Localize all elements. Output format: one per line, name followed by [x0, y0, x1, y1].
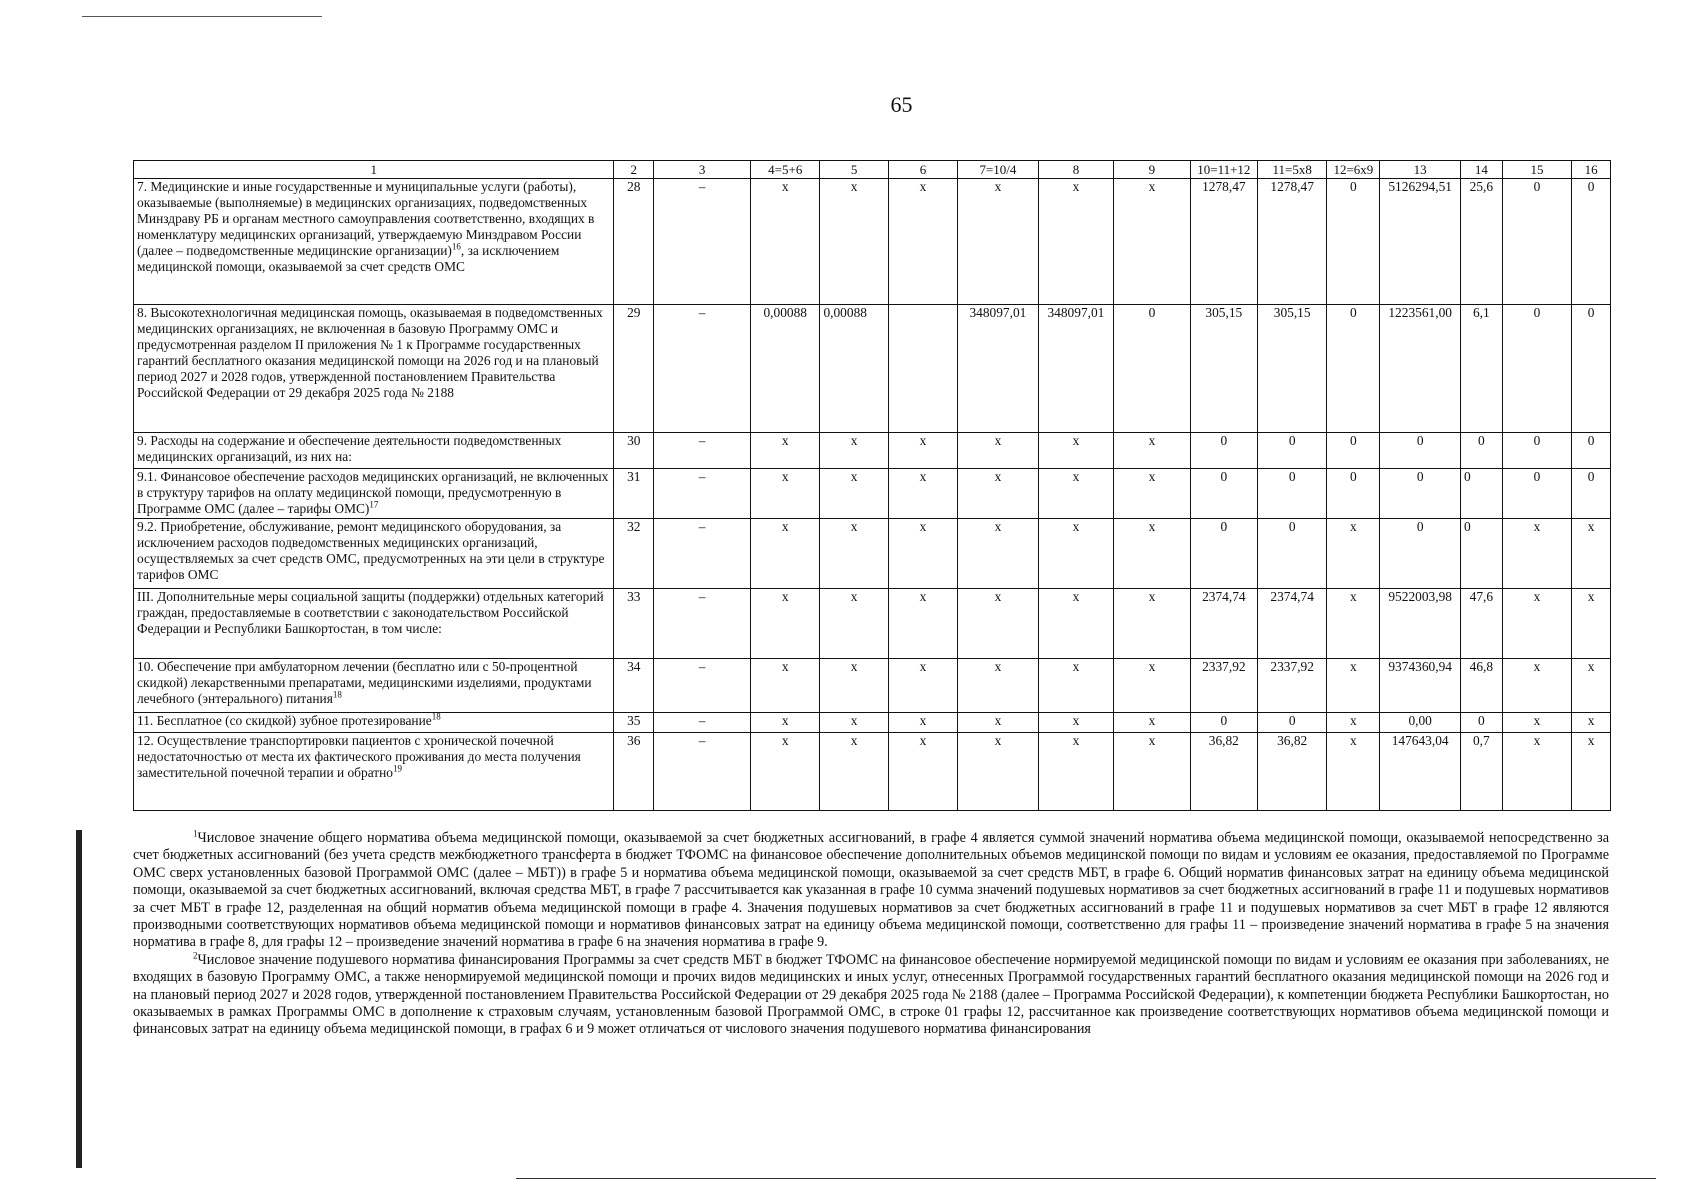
table-cell: x	[958, 733, 1039, 811]
column-header: 16	[1572, 161, 1611, 179]
table-cell: –	[654, 519, 751, 589]
table-cell: x	[1572, 659, 1611, 713]
table-cell: 0	[1502, 305, 1571, 433]
table-cell: x	[958, 519, 1039, 589]
row-description: 8. Высокотехнологичная медицинская помощь, оказываемая в подведомственных медицинских организациях, не включенная в базовую Программу ОМС и предусмотренная разделом II приложения № 1 к Программе государственных гарантий бесплатного оказания медицинской помощи на 2026 год и на плановый период 2027 и 2028 годов, утвержденной постановлением Правительства Российской Федерации от 29 декабря 2025 года № 2188	[134, 305, 614, 433]
table-cell: x	[1572, 519, 1611, 589]
table-cell: x	[1327, 713, 1380, 733]
table-cell: 36,82	[1257, 733, 1326, 811]
table-cell: 0	[1380, 519, 1461, 589]
row-description: 10. Обеспечение при амбулаторном лечении (бесплатно или с 50-процентной скидкой) лекарственными препаратами, медицинскими изделиями, продуктами лечебного (энтерального) питания$^{18}$	[134, 659, 614, 713]
column-header: 4=5+6	[751, 161, 820, 179]
column-number-row	[134, 161, 1611, 179]
table-cell: 305,15	[1190, 305, 1257, 433]
norms-table	[133, 160, 1611, 811]
table-cell: 6,1	[1460, 305, 1502, 433]
table-cell: 0	[1380, 433, 1461, 469]
page-number: 65	[890, 92, 913, 117]
table-cell: x	[888, 713, 957, 733]
table-cell: x	[820, 589, 888, 659]
table-cell: 305,15	[1257, 305, 1326, 433]
table-cell: 0	[1327, 433, 1380, 469]
table-cell: x	[958, 433, 1039, 469]
table-cell: x	[1502, 589, 1571, 659]
table-cell: x	[751, 589, 820, 659]
table-cell: x	[751, 469, 820, 519]
table-cell: 0	[1460, 713, 1502, 733]
table-cell: x	[820, 469, 888, 519]
table-cell: 1278,47	[1257, 179, 1326, 305]
table-cell: 147643,04	[1380, 733, 1461, 811]
table-cell: 0	[1572, 469, 1611, 519]
column-header: 1	[134, 161, 614, 179]
table-cell: x	[820, 179, 888, 305]
table-cell: 31	[614, 469, 654, 519]
table-cell: x	[888, 469, 957, 519]
table-cell: x	[1038, 659, 1113, 713]
column-header: 14	[1460, 161, 1502, 179]
table-cell: 0	[1257, 713, 1326, 733]
table-cell: 35	[614, 713, 654, 733]
table-cell: x	[888, 179, 957, 305]
table-cell: 46,8	[1460, 659, 1502, 713]
table-cell: x	[958, 179, 1039, 305]
table-cell: –	[654, 305, 751, 433]
column-header: 11=5x8	[1257, 161, 1326, 179]
column-header: 12=6x9	[1327, 161, 1380, 179]
table-cell: 0,7	[1460, 733, 1502, 811]
table-cell: x	[1038, 713, 1113, 733]
table-cell: x	[1114, 433, 1191, 469]
table-cell: x	[958, 659, 1039, 713]
table-cell: x	[751, 659, 820, 713]
table-cell: 0	[1257, 469, 1326, 519]
table-cell: x	[820, 713, 888, 733]
row-description: 7. Медицинские и иные государственные и муниципальные услуги (работы), оказываемые (выполняемые) в медицинских организациях, подведомственных Минздраву РБ и органам местного самоуправления соответственно, входящих в номенклатуру медицинских организаций, утверждаемую Минздравом России (далее – подведомственные медицинские организации)$^{16}$, за исключением медицинской помощи, оказываемой за счет средств ОМС	[134, 179, 614, 305]
table-cell: –	[654, 179, 751, 305]
table-cell: 30	[614, 433, 654, 469]
table-cell: 0	[1257, 519, 1326, 589]
table-cell: x	[958, 713, 1039, 733]
column-header: 2	[614, 161, 654, 179]
table-cell: x	[958, 469, 1039, 519]
table-cell: 348097,01	[958, 305, 1039, 433]
table-cell: 348097,01	[1038, 305, 1113, 433]
table-row	[134, 179, 1611, 305]
table-cell: x	[820, 733, 888, 811]
table-cell: x	[751, 179, 820, 305]
table-cell: 2337,92	[1257, 659, 1326, 713]
table-cell: 0,00088	[820, 305, 888, 433]
table-cell: 0	[1460, 433, 1502, 469]
table-cell: 0	[1327, 469, 1380, 519]
table-row	[134, 713, 1611, 733]
table-cell: 0	[1327, 305, 1380, 433]
table-cell: x	[888, 659, 957, 713]
table-cell: x	[820, 519, 888, 589]
table-cell: 0	[1460, 469, 1502, 519]
table-cell: 1223561,00	[1380, 305, 1461, 433]
table-row	[134, 305, 1611, 433]
table-cell: x	[1114, 469, 1191, 519]
table-cell: x	[888, 433, 957, 469]
table-cell: x	[1327, 519, 1380, 589]
table-cell	[888, 305, 957, 433]
table-cell: x	[1327, 733, 1380, 811]
table-cell: 0	[1190, 469, 1257, 519]
table-row	[134, 659, 1611, 713]
table-cell: 0	[1327, 179, 1380, 305]
row-description: 11. Бесплатное (со скидкой) зубное протезирование$^{18}$	[134, 713, 614, 733]
footnotes	[133, 830, 1609, 1039]
table-row	[134, 733, 1611, 811]
row-description: 9.2. Приобретение, обслуживание, ремонт медицинского оборудования, за исключением расходов подведомственных медицинских организаций, осуществляемых за счет средств ОМС, предусмотренных на эти цели в структуре тарифов ОМС	[134, 519, 614, 589]
table-cell: x	[820, 433, 888, 469]
row-description: 12. Осуществление транспортировки пациентов с хронической почечной недостаточностью от места их фактического проживания до места получения заместительной почечной терапии и обратно$^{19}$	[134, 733, 614, 811]
header-rule	[82, 16, 322, 17]
table-cell: –	[654, 713, 751, 733]
table-row	[134, 469, 1611, 519]
table-cell: 2337,92	[1190, 659, 1257, 713]
table-cell: 0	[1572, 433, 1611, 469]
table-cell: –	[654, 469, 751, 519]
table-cell: x	[820, 659, 888, 713]
table-cell: 0,00088	[751, 305, 820, 433]
table-cell: 0	[1502, 179, 1571, 305]
table-cell: 0	[1502, 433, 1571, 469]
table-cell: x	[1572, 589, 1611, 659]
table-cell: 9374360,94	[1380, 659, 1461, 713]
table-cell: 9522003,98	[1380, 589, 1461, 659]
table-cell: x	[888, 733, 957, 811]
table-cell: 0	[1502, 469, 1571, 519]
table-cell: x	[1038, 469, 1113, 519]
table-cell: x	[1502, 659, 1571, 713]
table-cell: –	[654, 733, 751, 811]
table-cell: x	[1038, 519, 1113, 589]
footer-rule	[516, 1178, 1656, 1179]
table-cell: x	[1038, 733, 1113, 811]
table-cell: x	[1038, 179, 1113, 305]
table-cell: 1278,47	[1190, 179, 1257, 305]
table-cell: x	[1038, 589, 1113, 659]
table-cell: 33	[614, 589, 654, 659]
table-cell: 28	[614, 179, 654, 305]
table-cell: 2374,74	[1190, 589, 1257, 659]
table-cell: x	[1114, 179, 1191, 305]
column-header: 7=10/4	[958, 161, 1039, 179]
footnote-1: $^1$Числовое значение общего норматива объема медицинской помощи, оказываемой за счет бюджетных ассигнований, в графе 4 является суммой значений норматива объема медицинской помощи, оказываемой непосредственно за счет бюджетных ассигнований (без учета средств межбюджетного трансферта в бюджет ТФОМС на финансовое обеспечение дополнительных объемов медицинской помощи по видам и условиям ее оказания, предоставляемой по Программе ОМС сверх установленных базовой Программой ОМС (далее – МБТ)) в графе 5 и норматива объема медицинской помощи, оказываемой за счет средств МБТ, в графе 6. Общий норматив финансовых затрат на единицу объема медицинской помощи, оказываемой за счет бюджетных ассигнований, включая средства МБТ, в графе 7 рассчитывается как указанная в графе 10 сумма значений подушевых нормативов за счет бюджетных ассигнований в графе 11 и подушевых нормативов за счет МБТ в графе 12, разделенная на общий норматив объема медицинской помощи в графе 4. Значения подушевых нормативов за счет бюджетных ассигнований в графе 11 и подушевых нормативов за счет МБТ в графе 12 являются производными соответствующих нормативов объема медицинской помощи и нормативов финансовых затрат на единицу объема медицинской помощи, соответственно для графы 11 – произведение значений норматива в графе 5 на значения норматива в графе 8, для графы 12 – произведение значений норматива в графе 6 на значения норматива в графе 9.	[133, 828, 1609, 951]
table-cell: x	[751, 733, 820, 811]
row-description: 9.1. Финансовое обеспечение расходов медицинских организаций, не включенных в структуру тарифов на оплату медицинской помощи, предусмотренную в Программе ОМС (далее – тарифы ОМС)$^{17}$	[134, 469, 614, 519]
table-cell: x	[1038, 433, 1113, 469]
table-cell: x	[751, 519, 820, 589]
column-header: 3	[654, 161, 751, 179]
table-cell: x	[888, 589, 957, 659]
table-cell: 0	[1257, 433, 1326, 469]
table-cell: x	[1114, 659, 1191, 713]
table-cell: 0	[1114, 305, 1191, 433]
table-cell: x	[1502, 713, 1571, 733]
table-cell: 0	[1380, 469, 1461, 519]
table-cell: 29	[614, 305, 654, 433]
column-header: 15	[1502, 161, 1571, 179]
table-cell: x	[1502, 519, 1571, 589]
table-cell: –	[654, 589, 751, 659]
row-description: III. Дополнительные меры социальной защиты (поддержки) отдельных категорий граждан, предоставляемые в соответствии с законодательством Российской Федерации и Республики Башкортостан, в том числе:	[134, 589, 614, 659]
table-cell: x	[1502, 733, 1571, 811]
column-header: 5	[820, 161, 888, 179]
table-cell: 32	[614, 519, 654, 589]
table-row	[134, 519, 1611, 589]
scan-edge-mark	[76, 830, 82, 1168]
footnote-2: $^2$Числовое значение подушевого норматива финансирования Программы за счет средств МБТ в бюджет ТФОМС на финансовое обеспечение нормируемой медицинской помощи по видам и условиям ее оказания при заболеваниях, не входящих в базовую Программу ОМС, а также ненормируемой медицинской помощи и прочих видов медицинских и иных услуг, отнесенных Программой государственных гарантий бесплатного оказания медицинской помощи на 2026 год и на плановый период 2027 и 2028 годов, утвержденной постановлением Правительства Российской Федерации от 29 декабря 2025 года № 2188 (далее – Программа Российской Федерации), к компетенции бюджета Республики Башкортостан, но оказываемых в рамках Программы ОМС в дополнение к страховым случаям, установленным базовой Программой ОМС, в строке 01 графы 12, рассчитанное как произведение соответствующих нормативов объема медицинской помощи и финансовых затрат на единицу объема медицинской помощи, в графах 6 и 9 может отличаться от числового значения подушевого норматива финансирования	[133, 950, 1609, 1038]
table-cell: x	[958, 589, 1039, 659]
table-cell: 25,6	[1460, 179, 1502, 305]
row-description: 9. Расходы на содержание и обеспечение деятельности подведомственных медицинских организаций, из них на:	[134, 433, 614, 469]
table-cell: 0	[1190, 519, 1257, 589]
table-cell: x	[1327, 589, 1380, 659]
table-cell: 0,00	[1380, 713, 1461, 733]
table-cell: 2374,74	[1257, 589, 1326, 659]
table-cell: x	[751, 713, 820, 733]
table-cell: x	[888, 519, 957, 589]
table-cell: x	[751, 433, 820, 469]
table-cell: 5126294,51	[1380, 179, 1461, 305]
table-cell: –	[654, 659, 751, 713]
table-cell: 0	[1190, 713, 1257, 733]
table-cell: x	[1572, 733, 1611, 811]
table-cell: –	[654, 433, 751, 469]
column-header: 13	[1380, 161, 1461, 179]
table-cell: x	[1114, 519, 1191, 589]
table-cell: 0	[1190, 433, 1257, 469]
column-header: 6	[888, 161, 957, 179]
column-header: 8	[1038, 161, 1113, 179]
table-row	[134, 589, 1611, 659]
table-cell: x	[1327, 659, 1380, 713]
table-cell: 47,6	[1460, 589, 1502, 659]
table-cell: 34	[614, 659, 654, 713]
table-cell: 36	[614, 733, 654, 811]
column-header: 10=11+12	[1190, 161, 1257, 179]
table-row	[134, 433, 1611, 469]
table-cell: x	[1114, 713, 1191, 733]
table-cell: 0	[1460, 519, 1502, 589]
table-cell: 0	[1572, 305, 1611, 433]
table-cell: x	[1114, 733, 1191, 811]
table-cell: 36,82	[1190, 733, 1257, 811]
column-header: 9	[1114, 161, 1191, 179]
table-cell: x	[1572, 713, 1611, 733]
table-cell: 0	[1572, 179, 1611, 305]
table-cell: x	[1114, 589, 1191, 659]
